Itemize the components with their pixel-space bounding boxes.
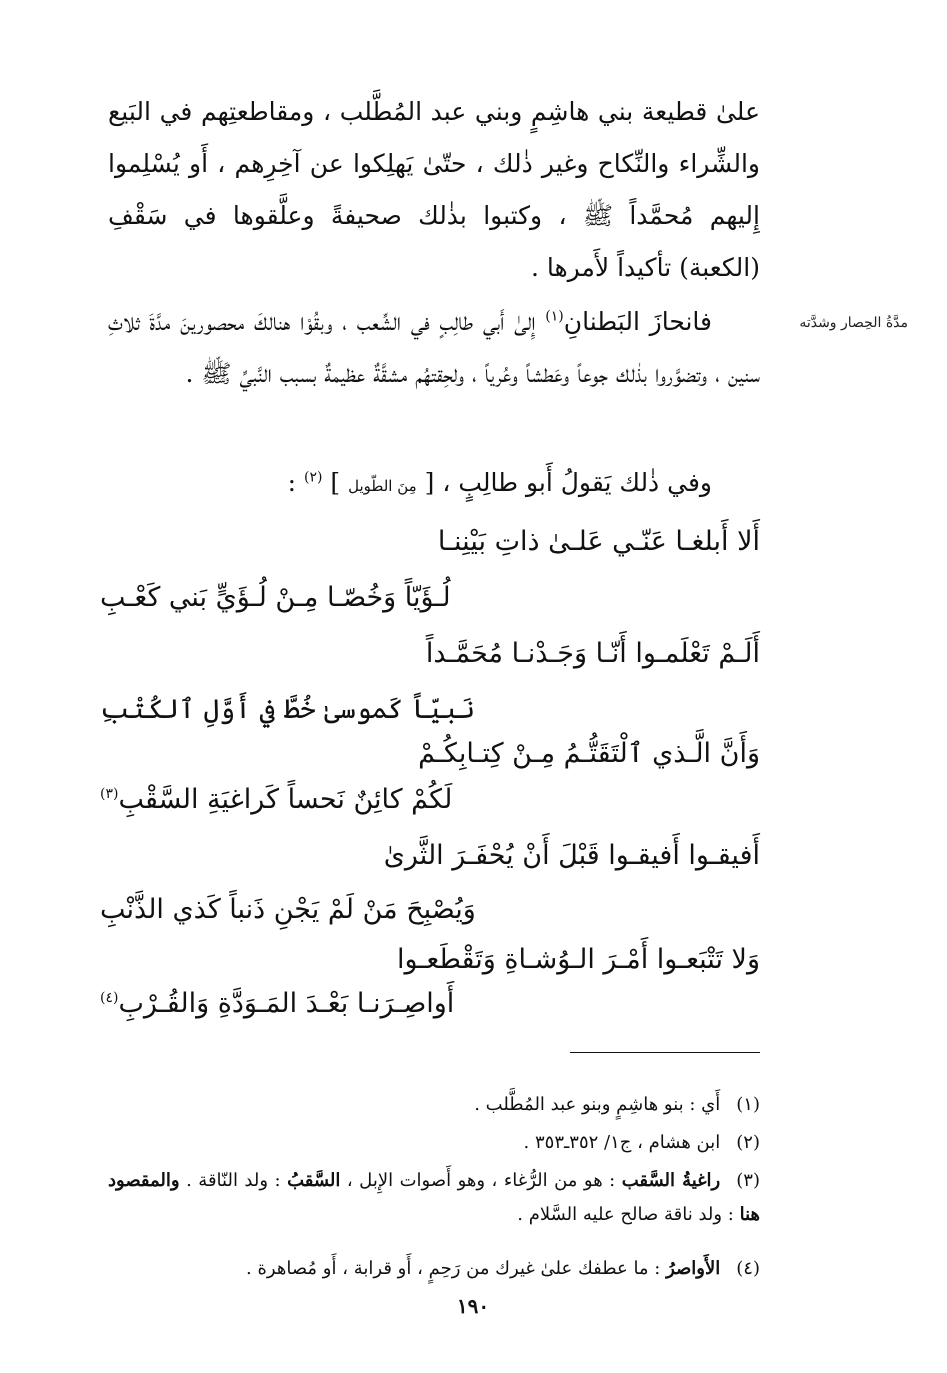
footnote-3-number: (٣) [736,1170,760,1191]
verse-4-second-text: وَيُصْبِحَ مَنْ لَمْ يَجْنِ ذَنباً كَذي الذَّنْبِ [100,894,476,925]
footnote-3-term-2: السَّقبُ [287,1170,341,1191]
poem-intro-text: وفي ذٰلك يَقولُ أَبو طالِبٍ ، [ [416,468,712,497]
poem-intro-colon: : [287,468,304,497]
paragraph-siege-start: فانحازَ البَطنانِ [563,307,712,336]
footnote-1-number: (١) [736,1094,760,1115]
paragraph-siege-rest: إِلىٰ أَبي طالِبٍ في الشِّعب ، وبقُوْا هنالكَ محصورينَ مدَّةَ ثلاثِ سنين ، وتضوَّروا بذٰلك جوعاً وعَطشاً وعُرياً ، ولحِقتهُم مشقَّةٌ عظيمةٌ بسبب النَّبيِّ ﷺ . [108,307,760,388]
footnote-3-text-2: : ولد النّاقة . [179,1170,288,1191]
margin-note: مدَّةُ الحِصار وشدَّته [799,315,908,331]
verse-3-second-text: لَكُمْ كائِنٌ نَحساً كَراغيَةِ السَّقْبِ [118,784,453,815]
footnote-2 [108,1126,760,1160]
paragraph-boycott: علىٰ قطيعة بني هاشِمٍ وبني عبد المُطَّلب ، ومقاطعتِهم في البَيع والشِّراء والنِّكاح وغير ذٰلك ، حتّىٰ يَهلِكوا عن آخِرِهم ، أَو يُسْلِموا إِليهم مُحمَّداً ﷺ ، وكتبوا بذٰلك صحيفةً وعلَّقوها في سَقْفِ (الكعبة) تأكيداً لأَمرها . [108,97,760,282]
verse-3-second-hemistich [100,780,760,820]
footnote-3-term: راغيةُ السَّقب [621,1170,721,1191]
footnote-2-number: (٢) [736,1132,760,1153]
paragraph-siege [108,296,760,400]
footnote-3-term-3: والمقصود هنا [108,1170,760,1225]
footnote-ref-1: (١) [545,308,564,325]
page-number: ١٩٠ [456,1294,490,1318]
footnote-ref-3: (٣) [100,786,119,802]
poem-intro-bracket: ] [322,468,349,497]
footnote-4-term: الأَواصرُ [666,1258,721,1279]
footnote-3 [108,1164,760,1232]
footnote-4-text: : ما عطفك علىٰ غيرك من رَحِمٍ ، أَو قرابة ، أَو مُصاهرة . [246,1258,667,1279]
footnote-divider [570,1052,760,1053]
poem-intro [108,457,760,512]
poem-meter: مِنَ الطّويل [348,477,417,495]
verse-4-second-hemistich [100,890,760,930]
verse-5-second-hemistich [100,984,760,1024]
footnote-4 [108,1252,760,1286]
footnote-4-number: (٤) [736,1258,760,1279]
verse-4-first-hemistich: أَفيقـوا أَفيقـوا قَبْلَ أَنْ يُحْفَـرَ الثَّرىٰ [383,840,760,871]
verse-2-second-hemistich [100,690,760,730]
footnote-3-text-3: : ولد ناقة صالح عليه السَّلام . [517,1204,740,1225]
verse-5-second-text: أَواصِـرَنـا بَعْـدَ المَـوَدَّةِ وَالقُـرْبِ [118,988,455,1019]
verse-1-first-hemistich: أَلا أَبلغـا عَنّـي عَلـىٰ ذاتِ بَيْنِنـا [437,526,760,557]
verse-1-second-text: لُـؤَيّاً وَخُصّـا مِـنْ لُـؤَيٍّ بَني كَعْـبِ [100,582,451,613]
verse-3-first-hemistich: وَأَنَّ الَّـذي ٱلْتَقَتُّـمُ مِـنْ كِتـابِكُـمْ [418,738,760,769]
footnote-1-text: أَي : بنو هاشِمٍ وبنو عبد المُطَّلب . [474,1094,721,1115]
footnote-3-text: : هو من الرُّغاء ، وهو أَصوات الإِبل ، [340,1170,622,1191]
footnote-ref-2: (٢) [304,469,323,486]
footnote-2-text: ابن هشام ، ج١/ ٣٥٢ـ٣٥٣ . [523,1132,721,1153]
verse-1-second-hemistich [100,578,760,618]
footnote-1 [108,1088,760,1122]
verse-2-second-text: نَبيّاً كَموسىٰ خُطَّ في أَوَّلِ ٱلكُتْبِ [100,694,476,725]
footnote-ref-4: (٤) [100,990,119,1006]
verse-2-first-hemistich: أَلَـمْ تَعْلَمـوا أَنّـا وَجَـدْنـا مُحَمَّـداً [425,638,760,669]
verse-5-first-hemistich: وَلا تَتْبَعـوا أَمْـرَ الـوُشـاةِ وَتَقْطَعـوا [397,944,760,975]
